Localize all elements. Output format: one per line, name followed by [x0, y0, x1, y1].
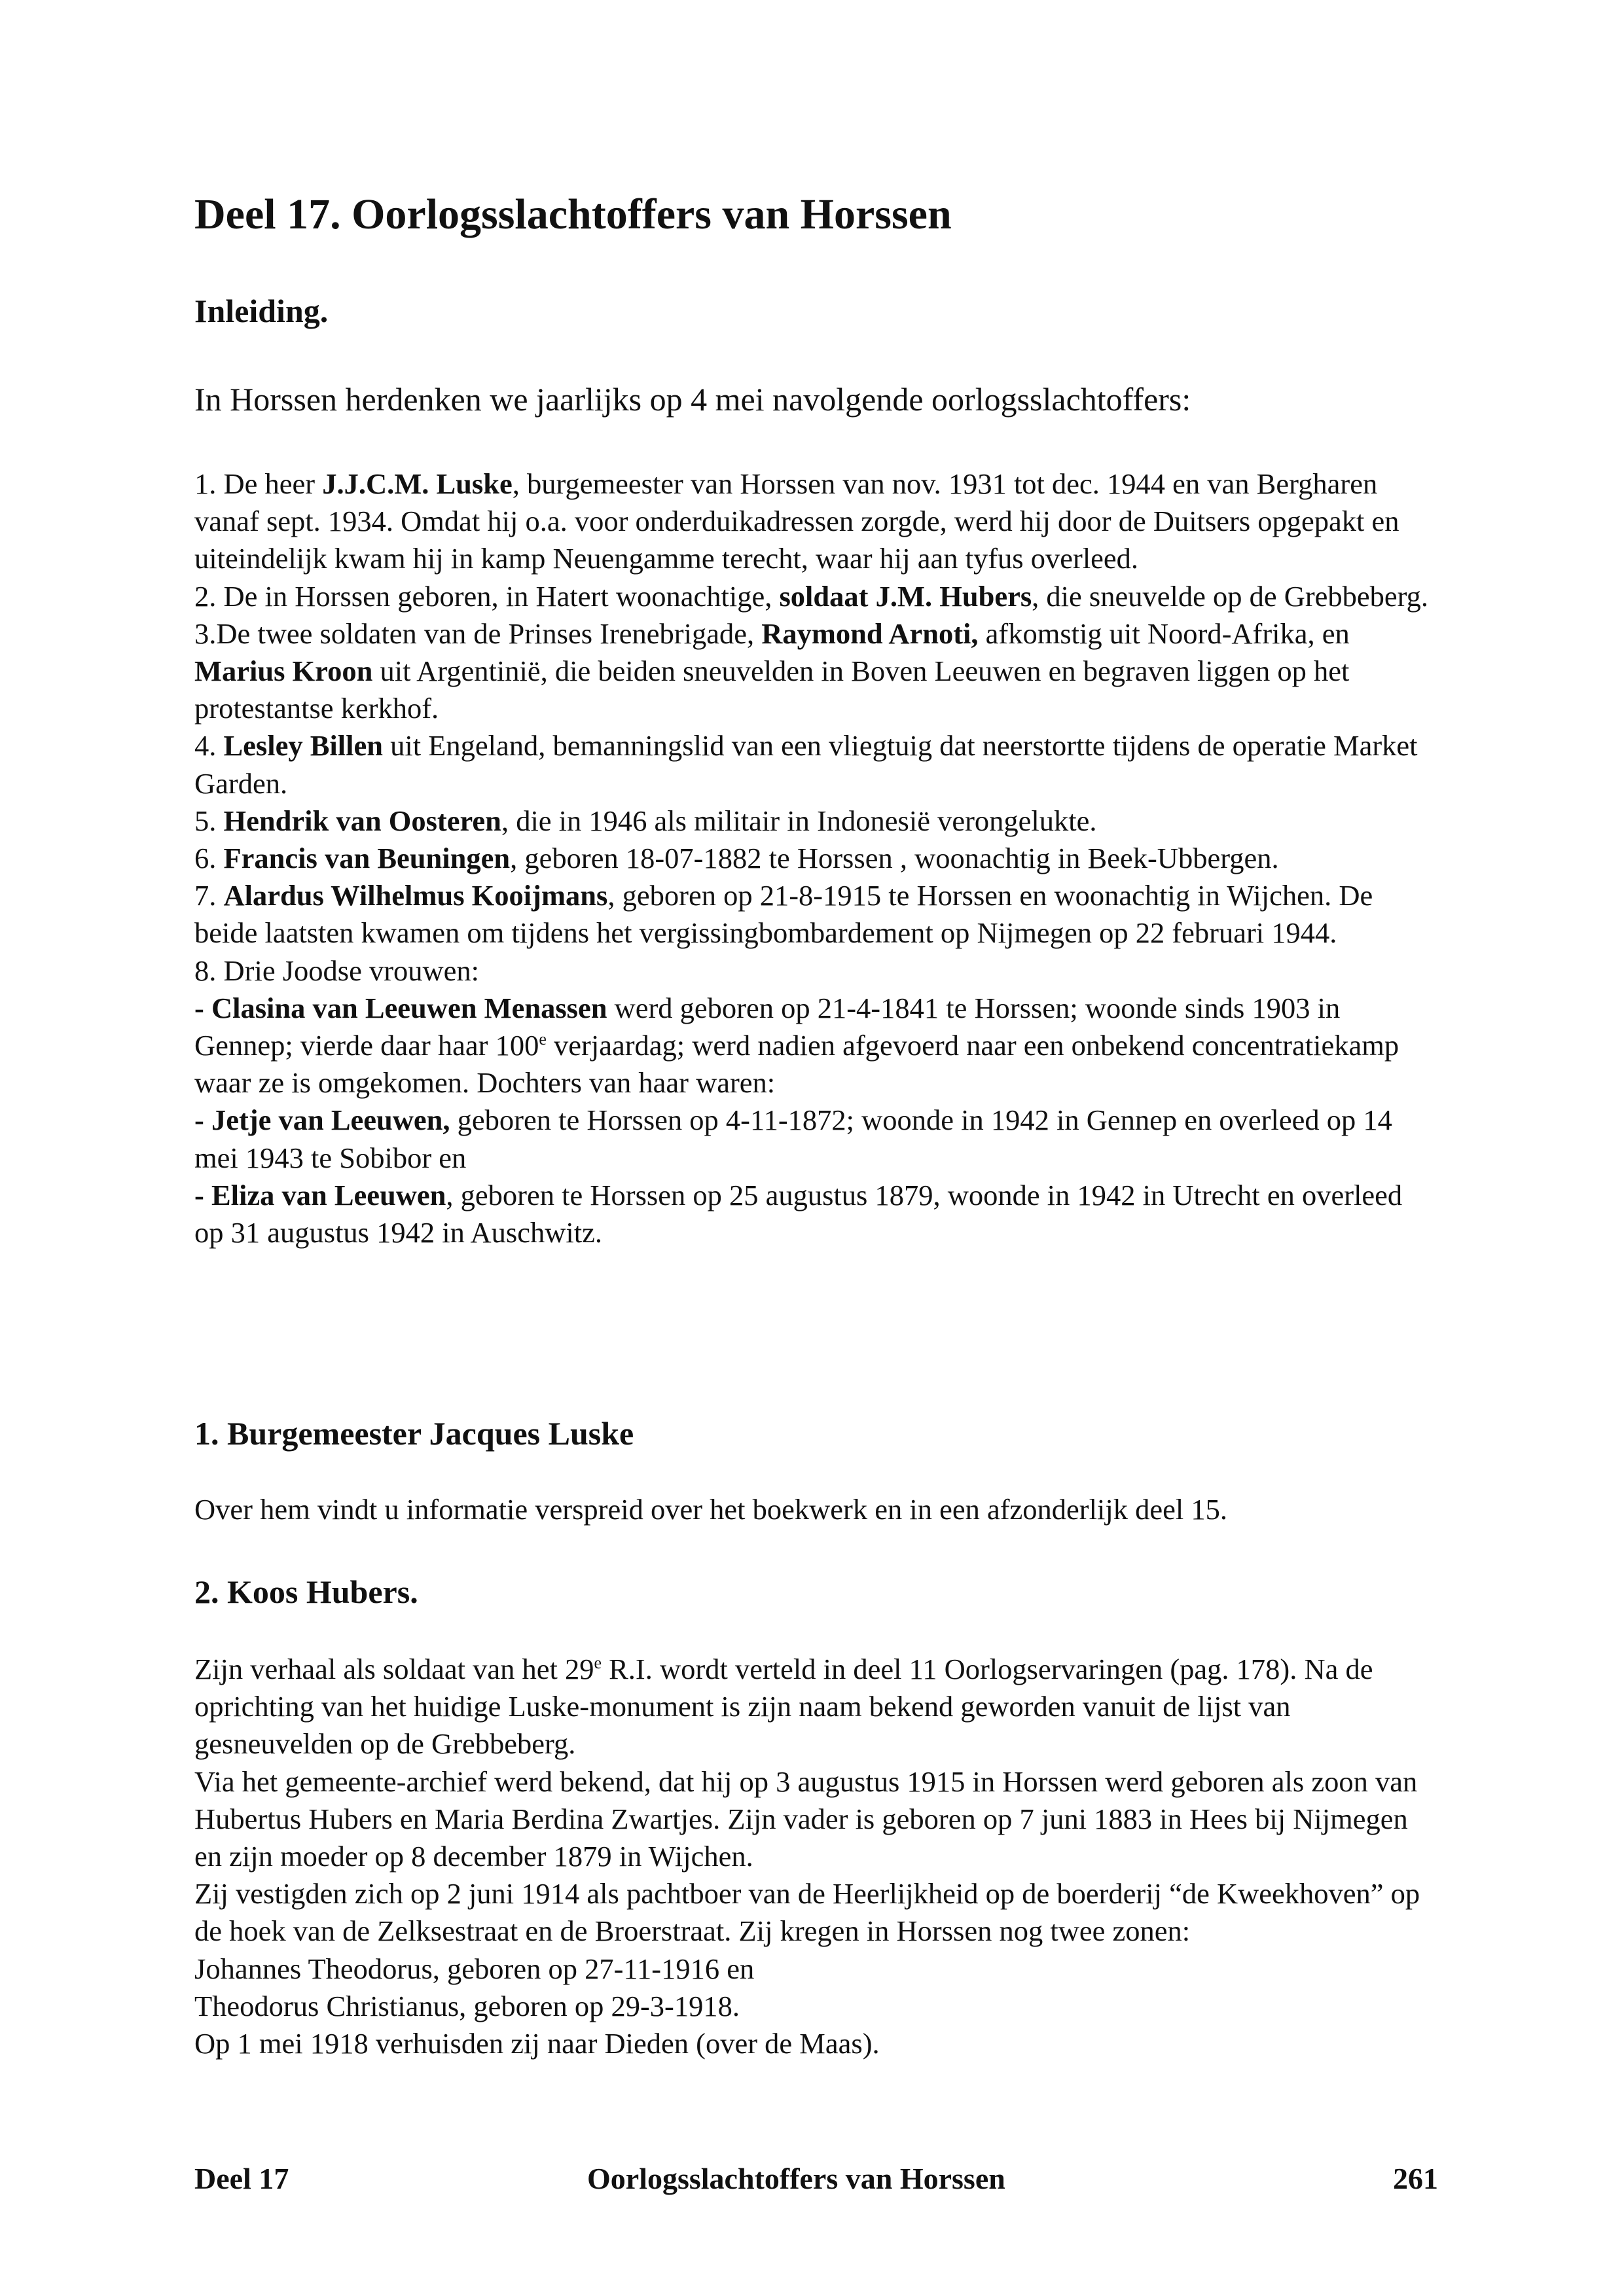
- footer-title: Oorlogsslachtoffers van Horssen: [587, 2162, 1005, 2195]
- page-number: 261: [1393, 2162, 1438, 2195]
- bold-name: soldaat J.M. Hubers: [779, 579, 1032, 613]
- paragraph: Op 1 mei 1918 verhuisden zij naar Dieden (over de Maas).: [194, 2027, 880, 2060]
- bold-name: - Jetje van Leeuwen,: [194, 1103, 450, 1137]
- footer-part: Deel 17: [194, 2162, 289, 2195]
- superscript: e: [539, 1030, 547, 1049]
- paragraph: Theodorus Christianus, geboren op 29-3-1918.: [194, 1989, 740, 2022]
- page-footer: [194, 2161, 1438, 2200]
- paragraph: 1. De heer J.J.C.M. Luske, burgemeester van Horssen van nov. 1931 tot dec. 1944 en van Bergharen vanaf sept. 1934. Omdat hij o.a. voor onderduikadressen zorgde, werd hij door de Duitsers opgepakt en uiteindelijk kwam hij in kamp Neuengamme terecht, waar hij aan tyfus overleed.: [194, 467, 1399, 575]
- bold-name: Alardus Wilhelmus Kooijmans: [223, 879, 608, 912]
- intro-heading: Inleiding.: [194, 293, 329, 329]
- paragraph: Via het gemeente-archief werd bekend, dat hij op 3 augustus 1915 in Horssen werd geboren als zoon van Hubertus Hubers en Maria Berdina Zwartjes. Zijn vader is geboren op 7 juni 1883 in Hees bij Nijmegen en zijn moeder op 8 december 1879 in Wijchen.: [194, 1765, 1418, 1873]
- paragraph: 2. De in Horssen geboren, in Hatert woonachtige, soldaat J.M. Hubers, die sneuvelde op de Grebbeberg.: [194, 579, 1429, 613]
- paragraph: 3.De twee soldaten van de Prinses Irenebrigade, Raymond Arnoti, afkomstig uit Noord-Afrika, en Marius Kroon uit Argentinië, die beiden sneuvelden in Boven Leeuwen en begraven liggen op het protestantse kerkhof.: [194, 617, 1350, 725]
- intro-lead: In Horssen herdenken we jaarlijks op 4 mei navolgende oorlogsslachtoffers:: [194, 381, 1191, 418]
- bold-name: Hendrik van Oosteren: [223, 804, 501, 837]
- bold-name: Raymond Arnoti,: [761, 617, 979, 650]
- paragraph: 6. Francis van Beuningen, geboren 18-07-1882 te Horssen , woonachtig in Beek-Ubbergen.: [194, 842, 1279, 875]
- paragraph: 7. Alardus Wilhelmus Kooijmans, geboren op 21-8-1915 te Horssen en woonachtig in Wijchen. De beide laatsten kwamen om tijdens het vergissingbombardement op Nijmegen op 22 februari 1944.: [194, 879, 1373, 950]
- bold-name: J.J.C.M. Luske: [322, 467, 513, 500]
- paragraph: Johannes Theodorus, geboren op 27-11-1916 en: [194, 1952, 755, 1985]
- paragraph: 8. Drie Joodse vrouwen:: [194, 954, 480, 987]
- bold-name: Marius Kroon: [194, 655, 373, 688]
- section-2-heading: 2. Koos Hubers.: [194, 1573, 418, 1610]
- paragraph: - Jetje van Leeuwen, geboren te Horssen op 4-11-1872; woonde in 1942 in Gennep en overleed op 14 mei 1943 te Sobibor en: [194, 1103, 1392, 1174]
- bold-name: - Eliza van Leeuwen: [194, 1178, 446, 1211]
- bold-name: - Clasina van Leeuwen Menassen: [194, 991, 607, 1024]
- victims-list: [194, 465, 1438, 1251]
- paragraph: 5. Hendrik van Oosteren, die in 1946 als militair in Indonesië verongelukte.: [194, 804, 1097, 837]
- paragraph: Zij vestigden zich op 2 juni 1914 als pachtboer van de Heerlijkheid op de boerderij “de Kweekhoven” op de hoek van de Zelksestraat en de Broerstraat. Zij kregen in Horssen nog twee zonen:: [194, 1877, 1420, 1948]
- superscript: e: [594, 1653, 602, 1673]
- paragraph: 4. Lesley Billen uit Engeland, bemanningslid van een vliegtuig dat neerstortte tijdens de operatie Market Garden.: [194, 729, 1418, 800]
- paragraph: Zijn verhaal als soldaat van het 29e R.I. wordt verteld in deel 11 Oorlogservaringen (pag. 178). Na de oprichting van het huidige Luske-monument is zijn naam bekend geworden vanuit de lijst van gesneuvelden op de Grebbeberg.: [194, 1653, 1373, 1761]
- bold-name: Lesley Billen: [223, 729, 384, 762]
- page-title: Deel 17. Oorlogsslachtoffers van Horssen: [194, 190, 952, 238]
- paragraph: - Clasina van Leeuwen Menassen werd geboren op 21-4-1841 te Horssen; woonde sinds 1903 in Gennep; vierde daar haar 100e verjaardag; werd nadien afgevoerd naar een onbekend concentratiekamp waar ze is omgekomen. Dochters van haar waren:: [194, 991, 1399, 1100]
- paragraph: - Eliza van Leeuwen, geboren te Horssen op 25 augustus 1879, woonde in 1942 in Utrecht en overleed op 31 augustus 1942 in Auschwitz.: [194, 1178, 1403, 1249]
- bold-name: Francis van Beuningen: [223, 842, 511, 875]
- section-1-text: Over hem vindt u informatie verspreid over het boekwerk en in een afzonderlijk deel 15.: [194, 1493, 1227, 1526]
- section-1-heading: 1. Burgemeester Jacques Luske: [194, 1415, 634, 1452]
- section-2-body: [194, 1651, 1438, 2062]
